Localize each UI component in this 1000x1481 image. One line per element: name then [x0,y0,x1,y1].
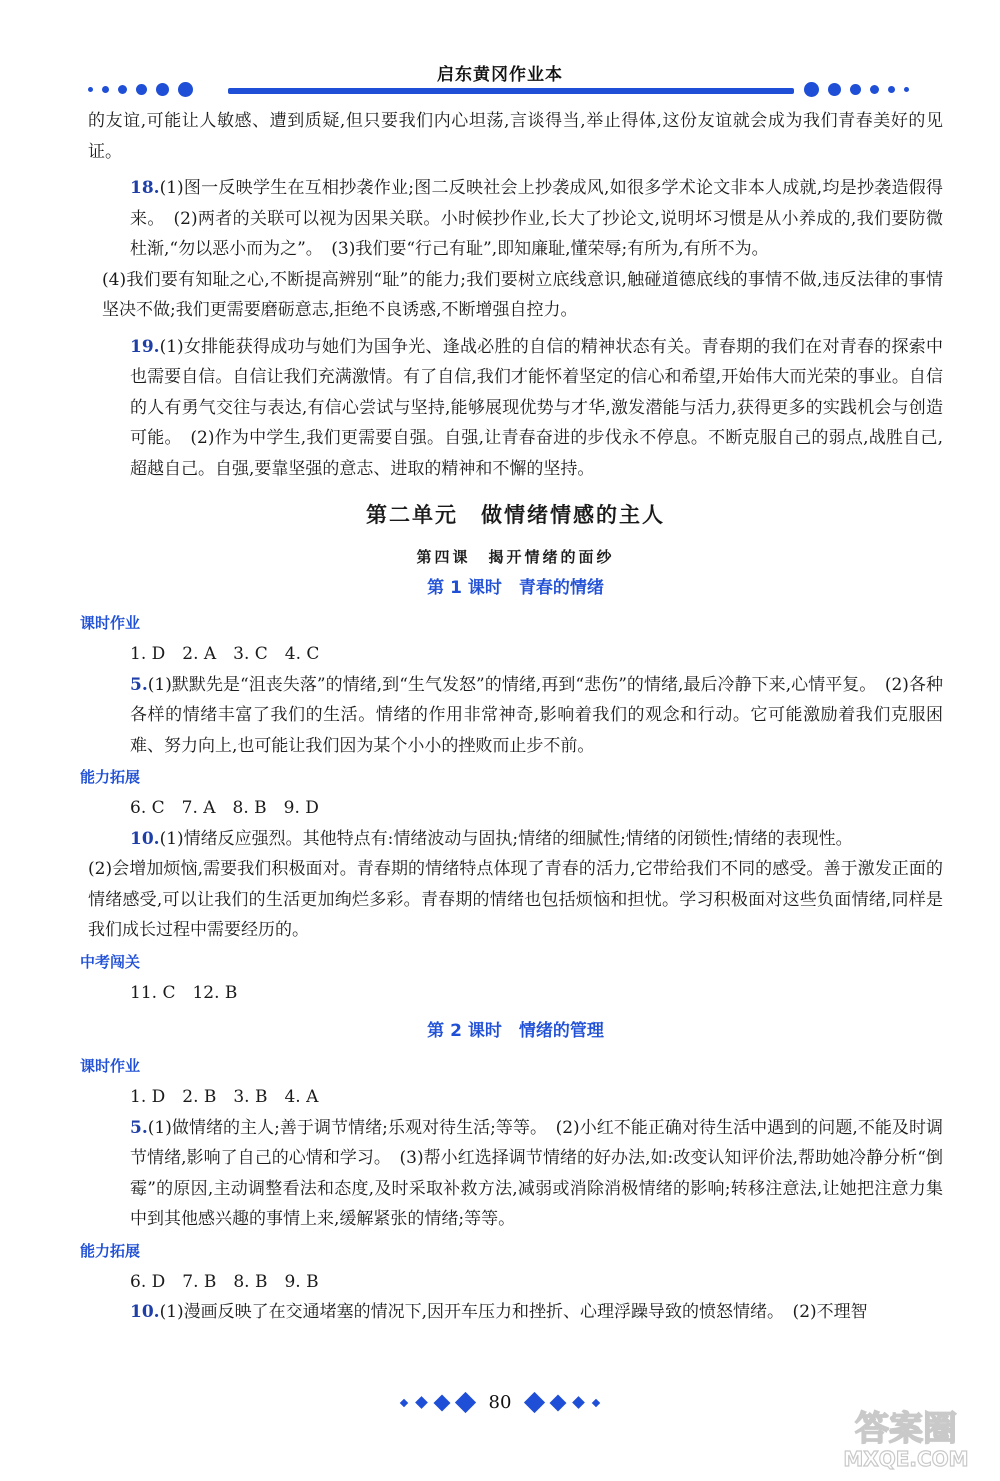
diamond-icon [433,1394,450,1411]
watermark-bottom: MXQE.COM [843,1447,969,1471]
period-title-2: 第 2 课时 情绪的管理 [427,1021,604,1041]
answer-5-text: (1)默默先是“沮丧失落”的情绪,到“生气发怒”的情绪,再到“悲伤”的情绪,最后冷静下来,心情平复。 (2)各种各样的情绪丰富了我们的生活。情绪的作用非常神奇,影响着我们的观念和行动。它可能激励着我们克服困难、努力向上,也可能让我们因为某个小小的挫败而止步不前。 [130,674,943,756]
diamond-icon [592,1398,600,1406]
question-number: 19. [130,336,160,357]
period-title-1: 第 1 课时 青春的情绪 [427,578,604,598]
paragraph-continued: 的友谊,可能让人敏感、遭到质疑,但只要我们内心坦荡,言谈得当,举止得体,这份友谊就会成为我们青春美好的见证。 [88,111,943,162]
page-content [80,106,943,1328]
answer-19-text: (1)女排能获得成功与她们为国争光、逢战必胜的自信的精神状态有关。青春期的我们在对青春的探索中也需要自信。自信让我们充满激情。有了自信,我们才能怀着坚定的信心和希望,开始伟大而光荣的事业。自信的人有勇气交往与表达,有信心尝试与坚持,能够展现优势与才华,激发潜能与活力,获得更多的实践机会与创造可能。 (2)作为中学生,我们更需要自强。自强,让青春奋进的步伐永不停息。不断克服自己的弱点,战胜自己,超越自己。自强,要靠坚强的意志、进取的精神和不懈的坚持。 [130,336,943,479]
answer-10-text: (1)情绪反应强烈。其他特点有:情绪波动与固执;情绪的细腻性;情绪的闭锁性;情绪的表现性。 [159,828,853,849]
diamond-icon [550,1394,567,1411]
answer-10-part2: (2)会增加烦恼,需要我们积极面对。青春期的情绪特点体现了青春的活力,它带给我们不同的感受。善于激发正面的情绪感受,可以让我们的生活更加绚烂多彩。青春期的情绪也包括烦恼和担忧。学习积极面对这些负面情绪,同样是我们成长过程中需要经历的。 [88,859,943,940]
answer-5 [88,670,943,762]
header-dots-left [88,82,193,97]
choice-answers: 1. D 2. B 3. B 4. A [130,1087,319,1107]
answer-10-text: (1)漫画反映了在交通堵塞的情况下,因开车压力和挫折、心理浮躁导致的愤怒情绪。 (2)不理智 [159,1302,868,1322]
choice-answers: 6. C 7. A 8. B 9. D [130,798,319,818]
choice-answers: 1. D 2. A 3. C 4. C [130,644,320,664]
unit-title: 第二单元 做情绪情感的主人 [366,503,665,527]
question-number: 5. [130,1117,148,1138]
answer-18-part4: (4)我们要有知耻之心,不断提高辨别“耻”的能力;我们要树立底线意识,触碰道德底线的事情不做,违反法律的事情坚决不做;我们更需要磨砺意志,拒绝不良诱惑,不断增强自控力。 [102,269,943,320]
section-label: 课时作业 [80,1057,141,1075]
diamond-icon [573,1396,586,1409]
section-label: 中考闯关 [80,952,141,971]
question-number: 18. [130,178,160,198]
answer-18-text: (1)图一反映学生在互相抄袭作业;图二反映社会上抄袭成风,如很多学术论文非本人成就,均是抄袭造假得来。 (2)两者的关联可以视为因果关联。小时候抄作业,长大了抄论文,说明坏习惯是从小养成的,我们要防微杜渐,“勿以恶小而为之”。 (3)我们要“行己有耻”,即知廉耻,懂荣辱;有所为,有所不为。 [130,178,943,259]
answer-5-text: (1)做情绪的主人;善于调节情绪;乐观对待生活;等等。 (2)小红不能正确对待生活中遇到的问题,不能及时调节情绪,影响了自己的心情和学习。 (3)帮小红选择调节情绪的好办法,如:改变认知评价法,帮助她冷静分析“倒霉”的原因,主动调整看法和态度,及时采取补救方法,减弱或消除消极情绪的影响;转移注意法,让她把注意力集中到其他感兴趣的事情上来,缓解紧张的情绪;等等。 [130,1117,943,1229]
header-title: 启东黄冈作业本 [437,65,563,85]
watermark-logo [826,1400,986,1472]
diamond-icon [524,1392,545,1413]
section-label: 能力拓展 [80,768,141,786]
question-number: 10. [130,828,160,849]
diamond-icon [454,1392,475,1413]
choice-answers: 6. D 7. B 8. B 9. B [130,1271,319,1292]
answer-5 [88,1113,943,1235]
header-rule [228,88,794,94]
section-label: 课时作业 [80,614,141,632]
watermark-top: 答案圈 [855,1409,957,1449]
question-number: 5. [130,674,148,695]
diamond-icon [399,1398,407,1406]
lesson-title: 第四课 揭开情绪的面纱 [416,548,615,566]
diamond-icon [415,1396,428,1409]
question-number: 10. [130,1302,160,1322]
page-number: 80 [488,1392,512,1413]
header-dots-right [804,82,909,97]
answer-19 [88,332,943,485]
section-label: 能力拓展 [80,1241,141,1260]
answer-10 [88,1297,943,1328]
answer-10 [88,824,943,855]
choice-answers: 11. C 12. B [130,982,238,1003]
answer-18 [88,173,943,265]
